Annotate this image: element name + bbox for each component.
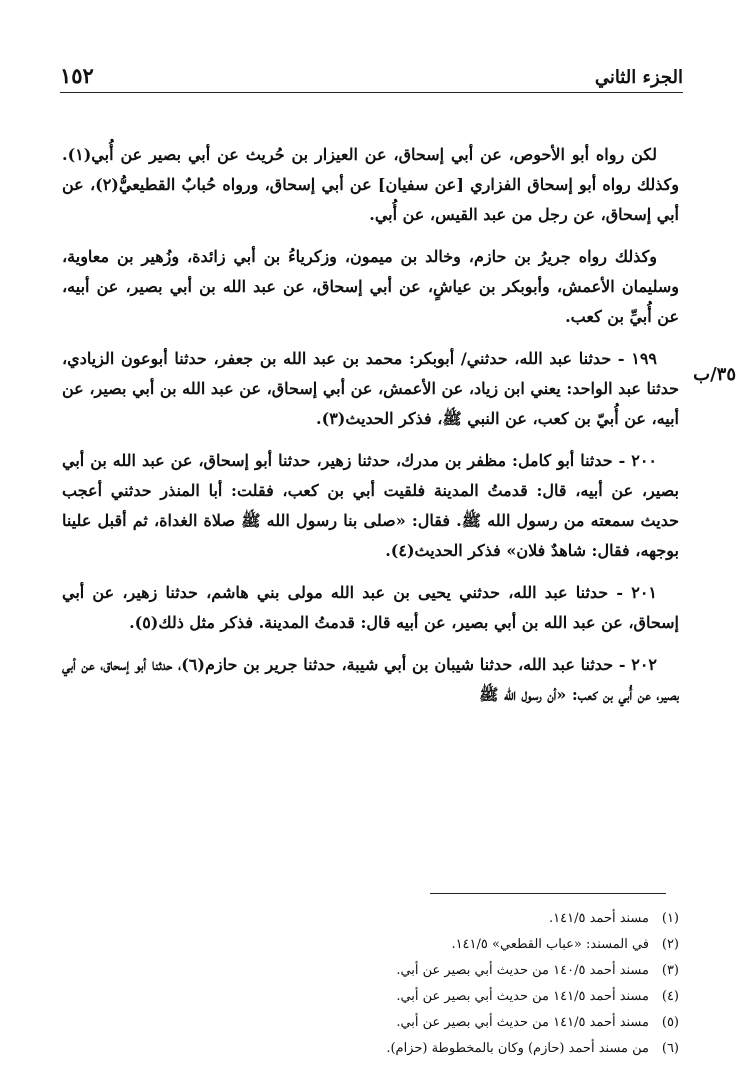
footnote-number: (١) xyxy=(661,911,679,926)
footnote-separator xyxy=(430,893,666,894)
footnote xyxy=(259,958,679,984)
footnote-text: في المسند: «عباب القطعي» ١٤١/٥. xyxy=(451,937,649,952)
footnote-text: من مسند أحمد (حازم) وكان بالمخطوطة (حزام). xyxy=(386,1041,649,1056)
paragraph: لكن رواه أبو الأحوص، عن أبي إسحاق، عن العيزار بن حُريث عن أبي بصير عن أُبي(١). وكذلك رواه أبو إسحاق الفزاري [عن سفيان] عن أبي إسحاق، ورواه حُبابٌ القطيعيُّ(٢)، عن أبي إسحاق، عن رجل من عبد القيس، عن أُبي. xyxy=(62,145,679,224)
hadith-201: ٢٠١ - حدثنا عبد الله، حدثني يحيى بن عبد الله مولى بني هاشم، حدثنا زهير، عن أبي إسحاق، عن عبد الله بن أبي بصير، عن أبيه قال: قدمتُ المدينة. فذكر مثل ذلك(٥). xyxy=(62,583,679,632)
footnote-text: مسند أحمد ١٤١/٥ من حديث أبي بصير عن أبي. xyxy=(396,1015,649,1030)
page-header xyxy=(60,58,683,93)
hadith-200: ٢٠٠ - حدثنا أبو كامل: مظفر بن مدرك، حدثنا زهير، حدثنا أبو إسحاق، عن عبد الله بن أبي بصير، عن أبيه، قال: قدمتُ المدينة فلقيت أبي بن كعب، فقلت: أبا المنذر حدثني أعجب حديث سمعته من رسول الله ﷺ. فقال: «صلى بنا رسول الله ﷺ صلاة الغداة، ثم أقبل علينا بوجهه، فقال: شاهدٌ فلان» فذكر الحديث(٤). xyxy=(62,451,679,560)
margin-folio-note: ٣٥/ب xyxy=(693,364,736,385)
footnote-text: مسند أحمد ١٤٠/٥ من حديث أبي بصير عن أبي. xyxy=(396,963,649,978)
footnote-text: مسند أحمد ١٤١/٥. xyxy=(548,911,649,926)
page-number: ١٥٢ xyxy=(60,63,94,88)
hadith-199: ١٩٩ - حدثنا عبد الله، حدثني/ أبوبكر: محمد بن عبد الله بن جعفر، حدثنا أبوعون الزيادي، حدثنا عبد الواحد: يعني ابن زياد، عن الأعمش، عن أبي إسحاق، عن عبد الله بن أبي بصير، عن أبيه، عن أُبيّ بن كعب، عن النبي ﷺ، فذكر الحديث(٣). xyxy=(62,349,679,428)
main-text xyxy=(62,140,679,722)
footnote-text: مسند أحمد ١٤١/٥ من حديث أبي بصير عن أبي. xyxy=(396,989,649,1004)
footnote xyxy=(259,906,679,932)
footnote-number: (٤) xyxy=(661,989,679,1004)
running-title: الجزء الثاني xyxy=(594,67,683,88)
footnotes xyxy=(259,906,679,1062)
footnote-number: (٣) xyxy=(661,963,679,978)
paragraph: وكذلك رواه جريرُ بن حازم، وخالد بن ميمون، وزكرياءُ بن أبي زائدة، وزُهير بن معاوية، وسليمان الأعمش، وأبوبكر بن عياشٍ، عن أبي إسحاق، عن عبد الله بن أبي بصير، عن أبيه، عن أُبيِّ بن كعب. xyxy=(62,247,679,326)
footnote-number: (٢) xyxy=(661,937,679,952)
footnote-number: (٦) xyxy=(661,1041,679,1056)
footnote xyxy=(259,1036,679,1062)
footnote-number: (٥) xyxy=(661,1015,679,1030)
footnote xyxy=(259,932,679,958)
footnote xyxy=(259,1010,679,1036)
footnote xyxy=(259,984,679,1010)
hadith-202: ٢٠٢ - حدثنا عبد الله، حدثنا شيبان بن أبي شيبة، حدثنا جرير بن حازم(٦)، حدثنا أبو إسحاق، عن أبي بصير، عن أُبي بن كعب: «أن رسول الله ﷺ xyxy=(62,655,679,704)
